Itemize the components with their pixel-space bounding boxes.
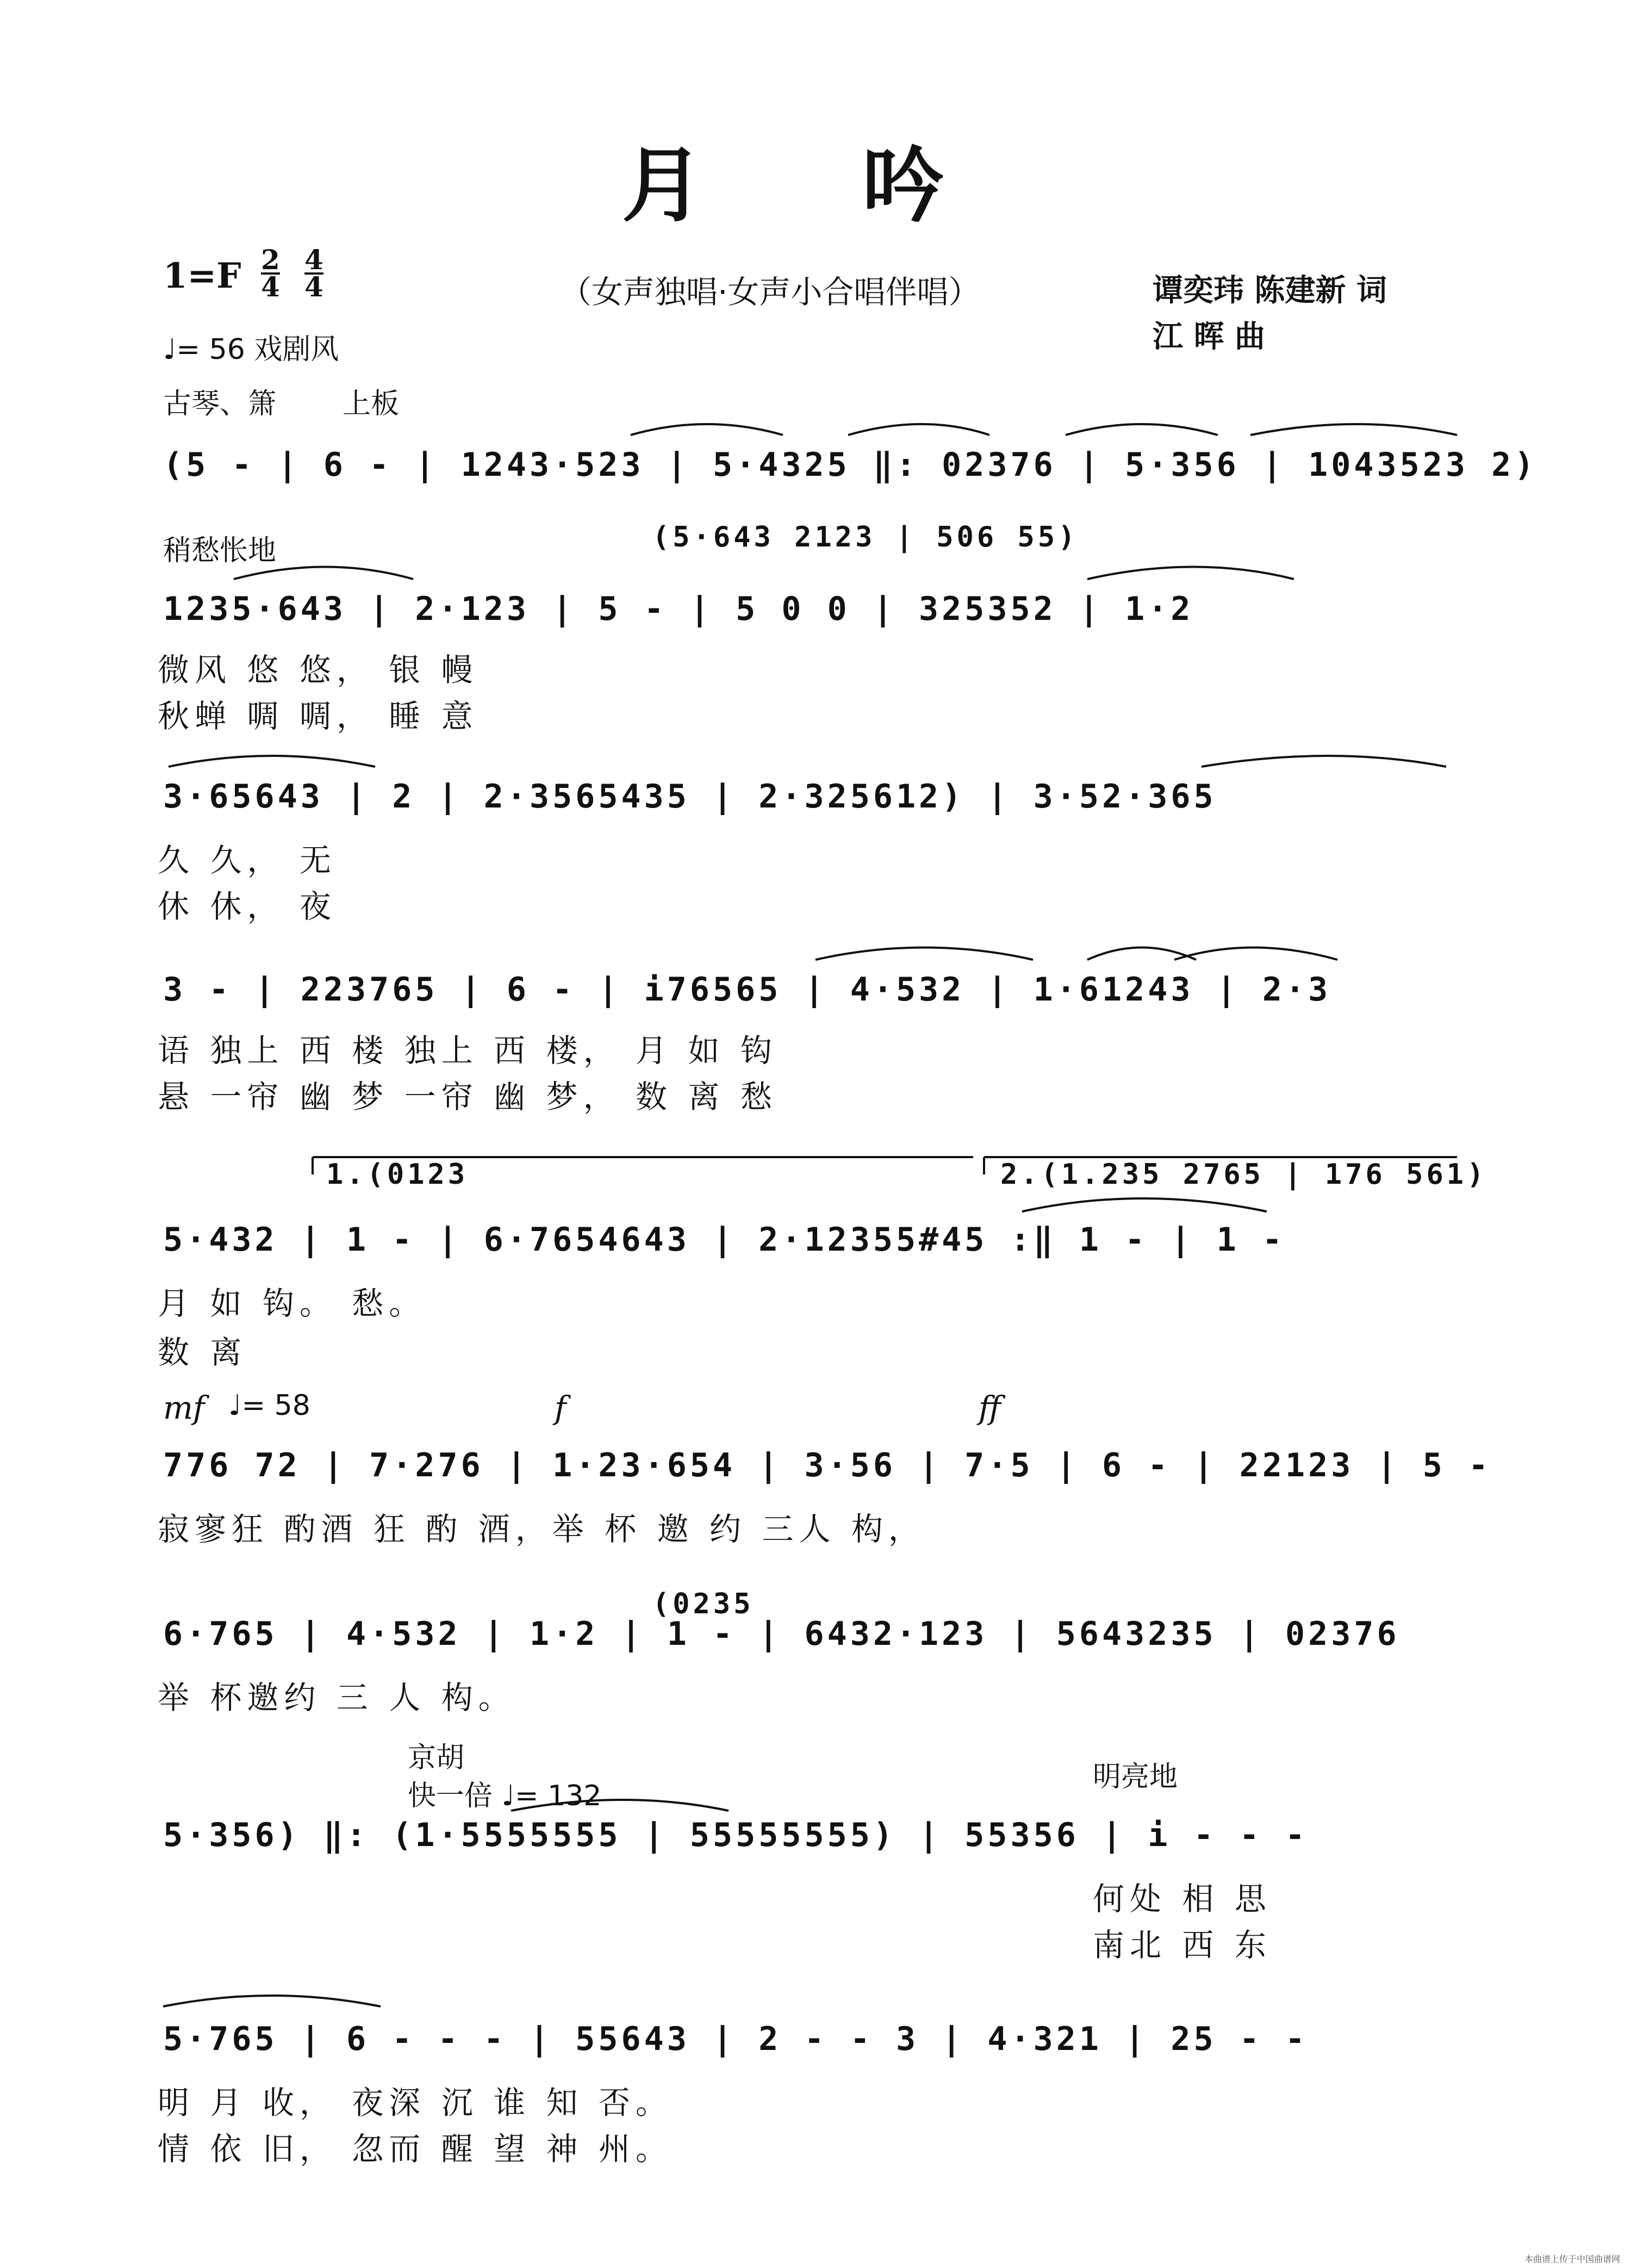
slur <box>169 756 375 767</box>
tempo-fast: 快一倍 ♩= 132 <box>408 1780 602 1812</box>
system-8-lyric-2: 南北 西 东 <box>1093 1927 1272 1963</box>
volta-1: 1.(0123 <box>326 1158 469 1191</box>
lyricist-credit: 谭奕玮 陈建新 词 <box>1153 273 1387 308</box>
slur <box>1174 948 1337 960</box>
system-2-notation: 1235·643 | 2·123 | 5 - | 5 0 0 | 325352 | 1·2 <box>163 590 1194 628</box>
system-4-lyric-2: 悬 一帘 幽 梦 一帘 幽 梦， 数 离 愁 <box>158 1078 777 1115</box>
slur <box>848 424 989 435</box>
expression-bright: 明亮地 <box>1093 1761 1178 1793</box>
time-signature-2-4: $\frac{2}{4}$ <box>261 244 280 303</box>
volta-2: 2.(1.235 2765 | 176 561) <box>1000 1158 1487 1191</box>
system-2-lyric-2: 秋蝉 啁 啁， 睡 意 <box>158 698 478 735</box>
system-3-notation: 3·65643 | 2 | 2·3565435 | 2·325612) | 3·52·365 <box>163 778 1217 816</box>
slur <box>163 1996 381 2006</box>
slur <box>1022 1198 1267 1211</box>
instrument-caption: 古琴、箫 <box>163 388 277 420</box>
tempo-marking: ♩= 56 戏剧风 <box>163 333 339 366</box>
system-4-lyric-1: 语 独上 西 楼 独上 西 楼， 月 如 钩 <box>158 1032 777 1069</box>
system-7-notation: 6·765 | 4·532 | 1·2 | 1 - | 6432·123 | 5643235 | 02376 <box>163 1615 1400 1653</box>
footer-credit: 本曲谱上传于中国曲谱网 <box>1524 2254 1620 2264</box>
key-signature: 1=F <box>163 256 241 296</box>
system-4-notation: 3 - | 223765 | 6 - | i76565 | 4·532 | 1·61243 | 2·3 <box>163 971 1331 1009</box>
system-1-notation: (5 - | 6 - | 1243·523 | 5·4325 ‖: 02376 | 5·356 | 1043523 2) <box>163 446 1537 484</box>
system-8-lyric-1: 何处 相 思 <box>1093 1880 1272 1917</box>
slur <box>631 424 783 435</box>
slur <box>1066 424 1218 435</box>
system-5-lyric-1: 月 如 钩。 愁。 <box>158 1285 426 1322</box>
slur <box>1250 424 1457 435</box>
composer-credit: 江 晖 曲 <box>1153 319 1265 355</box>
system-2-upper: (5·643 2123 | 506 55) <box>652 521 1079 554</box>
system-9-lyric-2: 情 依 旧， 忽而 醒 望 神 州。 <box>158 2130 673 2167</box>
expression-caption: 稍愁怅地 <box>163 535 277 567</box>
page-title: 月 吟 <box>621 138 1010 233</box>
tempo-58: ♩= 58 <box>228 1389 310 1422</box>
slur <box>816 948 1033 960</box>
system-9-notation: 5·765 | 6 - - - | 55643 | 2 - - 3 | 4·321 | 25 - - <box>163 2020 1309 2058</box>
system-5-notation: 5·432 | 1 - | 6·7654643 | 2·12355#45 :‖ 1 - | 1 - <box>163 1221 1286 1259</box>
slur <box>1202 756 1446 767</box>
system-5-lyric-2: 数 离 <box>158 1334 247 1371</box>
system-2-lyric-1: 微风 悠 悠， 银 幔 <box>158 651 478 688</box>
instrument-caption-2: 京胡 <box>408 1742 465 1774</box>
system-7-lyric-1: 举 杯邀约 三 人 构。 <box>158 1679 515 1716</box>
slur <box>234 567 413 580</box>
dynamic-ff: ff <box>979 1389 1001 1426</box>
system-6-notation: 776 72 | 7·276 | 1·23·654 | 3·56 | 7·5 | 6 - | 22123 | 5 - <box>163 1446 1492 1484</box>
system-3-lyric-1: 久 久， 无 <box>158 842 337 879</box>
dynamic-mf: mf <box>163 1389 205 1426</box>
system-9-lyric-1: 明 月 收， 夜深 沉 谁 知 否。 <box>158 2084 673 2121</box>
slur <box>511 1800 729 1811</box>
board-caption: 上板 <box>343 388 400 420</box>
time-signature-4-4: $\frac{4}{4}$ <box>304 244 323 303</box>
system-7-upper: (0235 <box>652 1588 754 1620</box>
system-8-notation: 5·356) ‖: (1·5555555 | 55555555) | 55356 | i - - - <box>163 1816 1309 1854</box>
slur <box>1087 567 1294 580</box>
system-3-lyric-2: 休 休， 夜 <box>158 888 337 925</box>
subtitle: （女声独唱·女声小合唱伴唱） <box>560 274 980 310</box>
dynamic-f: f <box>555 1389 567 1426</box>
system-6-lyric-1: 寂寥狂 酌酒 狂 酌 酒，举 杯 邀 约 三人 构， <box>158 1511 925 1548</box>
